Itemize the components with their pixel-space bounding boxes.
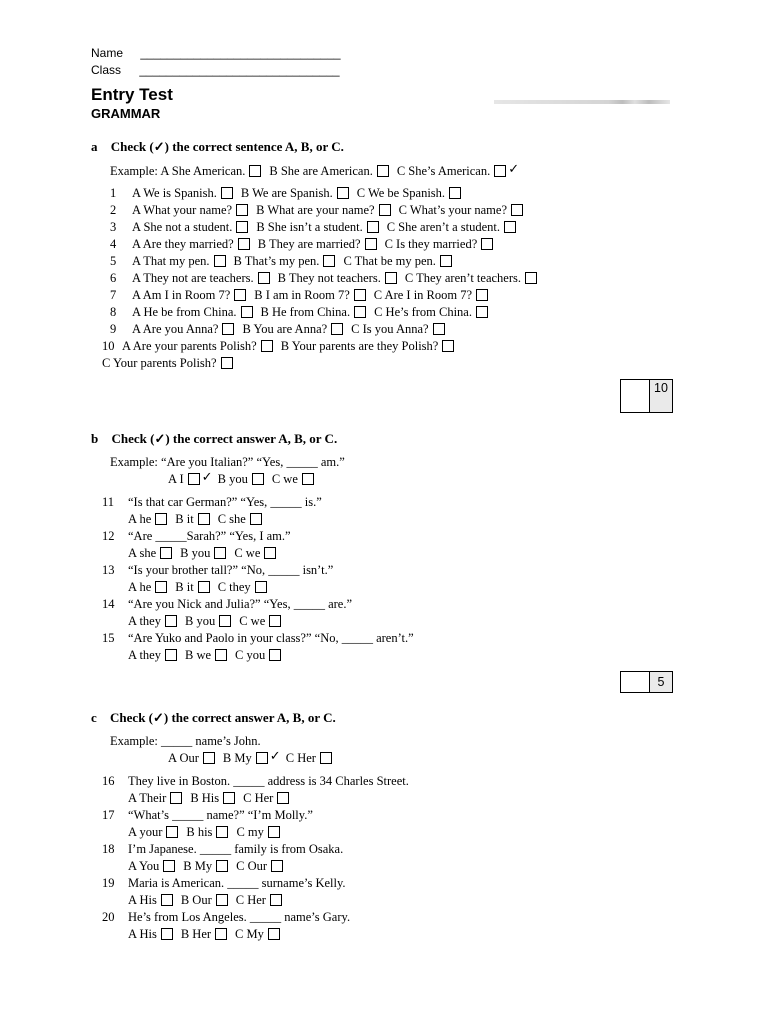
- answer-checkbox[interactable]: [161, 928, 173, 940]
- answer-options: [128, 545, 284, 561]
- answer-checkbox[interactable]: [433, 323, 445, 335]
- option-c: C you: [235, 648, 266, 662]
- example-option: C She’s American.: [396, 164, 491, 178]
- question-row: [102, 875, 346, 891]
- answer-checkbox[interactable]: [271, 860, 283, 872]
- answer-checkbox[interactable]: [365, 238, 377, 250]
- answer-checkbox[interactable]: [219, 615, 231, 627]
- answer-checkbox[interactable]: [215, 649, 227, 661]
- question-number: 13: [102, 563, 115, 577]
- option-c: C we: [234, 546, 261, 560]
- section-a-score-box: [620, 379, 673, 413]
- option-c: C Her: [235, 893, 266, 907]
- question-text: Maria is American. _____ surname’s Kelly.: [128, 876, 346, 890]
- option-b: B it: [175, 512, 194, 526]
- answer-checkbox[interactable]: [277, 792, 289, 804]
- answer-checkbox[interactable]: [222, 323, 234, 335]
- question-number: 7: [110, 288, 117, 302]
- answer-checkbox[interactable]: [255, 581, 267, 593]
- question-row: [110, 270, 545, 286]
- question-text: “Are Yuko and Paolo in your class?” “No, _____ aren’t.”: [128, 631, 414, 645]
- question-row: [110, 202, 531, 218]
- answer-checkbox[interactable]: [331, 323, 343, 335]
- question-row: [110, 321, 453, 337]
- answer-options: [128, 511, 270, 527]
- answer-checkbox[interactable]: [377, 165, 389, 177]
- answer-checkbox[interactable]: [337, 187, 349, 199]
- answer-checkbox[interactable]: [161, 894, 173, 906]
- section-a-heading: [91, 139, 344, 155]
- question-number: 11: [102, 495, 115, 509]
- answer-checkbox[interactable]: [170, 792, 182, 804]
- answer-checkbox[interactable]: [203, 752, 215, 764]
- option-b: B She isn’t a student.: [256, 220, 363, 234]
- question-row: [102, 909, 350, 925]
- option-a: A He be from China.: [132, 305, 237, 319]
- option-c: C What’s your name?: [398, 203, 508, 217]
- answer-checkbox[interactable]: [264, 547, 276, 559]
- option-b: B you: [180, 546, 211, 560]
- option-c: C we: [239, 614, 266, 628]
- option-a: A Are your parents Polish?: [122, 339, 257, 353]
- option-c: C My: [235, 927, 264, 941]
- section-a-items: [102, 163, 710, 378]
- answer-options: [128, 790, 297, 806]
- question-row: [110, 219, 524, 235]
- class-label: Class: [91, 63, 122, 77]
- option-a: A Their: [128, 791, 167, 805]
- question-number: 20: [102, 910, 115, 924]
- answer-checkbox[interactable]: [252, 473, 264, 485]
- option-a: A Are you Anna?: [132, 322, 219, 336]
- answer-checkbox[interactable]: [511, 204, 523, 216]
- option-c: C She aren’t a student.: [386, 220, 501, 234]
- answer-checkbox[interactable]: [165, 649, 177, 661]
- option-c: C Her: [243, 791, 274, 805]
- option-b: B Our: [180, 893, 212, 907]
- answer-checkbox[interactable]: [367, 221, 379, 233]
- answer-checkbox[interactable]: [261, 340, 273, 352]
- option-a: A Are they married?: [132, 237, 234, 251]
- question-row: [102, 596, 352, 612]
- option-b: B You are Anna?: [242, 322, 328, 336]
- option-b: B you: [184, 614, 216, 628]
- question-text: “Are you Nick and Julia?” “Yes, _____ are.”: [128, 597, 353, 611]
- option-a: A They not are teachers.: [132, 271, 254, 285]
- section-a-letter: a: [91, 139, 98, 154]
- option-a: A he: [128, 580, 152, 594]
- option-c: C We be Spanish.: [356, 186, 446, 200]
- answer-checkbox[interactable]: [442, 340, 454, 352]
- name-field[interactable]: [91, 46, 341, 60]
- question-number: 10: [102, 339, 115, 353]
- section-c-heading: [91, 710, 336, 726]
- question-row: [102, 494, 322, 510]
- option-a: A Am I in Room 7?: [132, 288, 231, 302]
- option-c: C she: [217, 512, 246, 526]
- question-number: 9: [110, 322, 117, 336]
- question-number: 15: [102, 631, 115, 645]
- answer-checkbox[interactable]: [166, 826, 178, 838]
- answer-checkbox[interactable]: [449, 187, 461, 199]
- example-option: B She are American.: [269, 164, 373, 178]
- score-entry[interactable]: [621, 672, 650, 692]
- answer-checkbox[interactable]: [214, 547, 226, 559]
- example-question: [110, 454, 345, 470]
- option-b: B What are your name?: [256, 203, 375, 217]
- option-c: C Is they married?: [384, 237, 478, 251]
- answer-options: [128, 579, 275, 595]
- answer-checkbox[interactable]: [165, 615, 177, 627]
- example-option: A I: [168, 472, 184, 486]
- answer-checkbox[interactable]: [323, 255, 335, 267]
- question-row: [102, 773, 409, 789]
- option-c: C they: [217, 580, 251, 594]
- question-row: [110, 236, 501, 252]
- question-number: 12: [102, 529, 115, 543]
- answer-checkbox[interactable]: [236, 221, 248, 233]
- answer-checkbox[interactable]: [216, 826, 228, 838]
- answer-checkbox[interactable]: [221, 357, 233, 369]
- answer-checkbox[interactable]: [221, 187, 233, 199]
- section-c-instruction: Check (✓) the correct answer A, B, or C.: [110, 710, 336, 725]
- section-b-instruction: Check (✓) the correct answer A, B, or C.: [111, 431, 338, 446]
- section-c-items: [102, 733, 710, 948]
- example-option: Example: A She American.: [110, 164, 246, 178]
- question-row: [110, 304, 496, 320]
- answer-checkbox[interactable]: [223, 792, 235, 804]
- option-b: B They are married?: [257, 237, 361, 251]
- question-text: “Are _____Sarah?” “Yes, I am.”: [128, 529, 291, 543]
- score-total: 5: [650, 672, 672, 692]
- answer-checkbox[interactable]: [270, 894, 282, 906]
- score-total: 10: [650, 380, 672, 412]
- example-text: Example: “Are you Italian?” “Yes, _____ am.”: [110, 455, 345, 469]
- answer-checkbox[interactable]: [354, 289, 366, 301]
- answer-checkbox[interactable]: [268, 826, 280, 838]
- question-text: “Is your brother tall?” “No, _____ isn’t.”: [128, 563, 334, 577]
- answer-checkbox[interactable]: [214, 255, 226, 267]
- option-b: B His: [190, 791, 220, 805]
- answer-options: [128, 613, 289, 629]
- question-row-continued: [102, 355, 241, 371]
- example-option: C we: [271, 472, 298, 486]
- question-row: [102, 807, 313, 823]
- answer-checkbox[interactable]: [354, 306, 366, 318]
- option-b: B They not teachers.: [277, 271, 381, 285]
- answer-checkbox[interactable]: [268, 928, 280, 940]
- answer-checkbox[interactable]: [234, 289, 246, 301]
- section-a-instruction: Check (✓) the correct sentence A, B, or C.: [110, 139, 344, 154]
- answer-checkbox[interactable]: [494, 165, 506, 177]
- answer-checkbox[interactable]: [198, 513, 210, 525]
- option-a: A His: [128, 927, 157, 941]
- answer-checkbox[interactable]: [241, 306, 253, 318]
- answer-options: [128, 892, 290, 908]
- class-field[interactable]: [91, 63, 340, 77]
- answer-checkbox[interactable]: [525, 272, 537, 284]
- option-c: C Are I in Room 7?: [373, 288, 473, 302]
- answer-checkbox[interactable]: [476, 306, 488, 318]
- answer-checkbox[interactable]: [250, 513, 262, 525]
- name-label: Name: [91, 46, 124, 60]
- question-text: “What’s _____ name?” “I’m Molly.”: [128, 808, 313, 822]
- answer-checkbox[interactable]: [198, 581, 210, 593]
- question-number: 1: [110, 186, 117, 200]
- option-b: B That’s my pen.: [233, 254, 320, 268]
- answer-options: [128, 926, 288, 942]
- option-b: B we: [184, 648, 212, 662]
- option-c: C Your parents Polish?: [102, 356, 217, 370]
- option-b: B Your parents are they Polish?: [280, 339, 439, 353]
- answer-options: [128, 647, 289, 663]
- answer-checkbox[interactable]: [269, 649, 281, 661]
- option-c: C That be my pen.: [343, 254, 436, 268]
- answer-checkbox[interactable]: [476, 289, 488, 301]
- answer-checkbox[interactable]: [155, 581, 167, 593]
- option-b: B We are Spanish.: [240, 186, 333, 200]
- answer-checkbox[interactable]: [249, 165, 261, 177]
- example-option: A Our: [168, 751, 199, 765]
- answer-checkbox[interactable]: [385, 272, 397, 284]
- answer-options: [128, 858, 291, 874]
- question-number: 8: [110, 305, 117, 319]
- question-number: 3: [110, 220, 117, 234]
- answer-checkbox[interactable]: [163, 860, 175, 872]
- option-b: B My: [183, 859, 213, 873]
- question-number: 18: [102, 842, 115, 856]
- question-row: [110, 287, 496, 303]
- answer-options: [128, 824, 288, 840]
- section-b-letter: b: [91, 431, 99, 446]
- score-entry[interactable]: [621, 380, 650, 412]
- answer-checkbox[interactable]: [216, 860, 228, 872]
- answer-checkbox[interactable]: [256, 752, 268, 764]
- question-number: 17: [102, 808, 115, 822]
- question-number: 2: [110, 203, 117, 217]
- answer-checkbox[interactable]: [481, 238, 493, 250]
- question-number: 4: [110, 237, 117, 251]
- section-b-score-box: [620, 671, 673, 693]
- option-b: B I am in Room 7?: [254, 288, 350, 302]
- header-decorative-bar: [494, 100, 670, 104]
- question-text: They live in Boston. _____ address is 34 Charles Street.: [128, 774, 409, 788]
- option-a: A he: [128, 512, 152, 526]
- example-option: B you: [217, 472, 248, 486]
- option-a: A She not a student.: [132, 220, 233, 234]
- option-c: C my: [236, 825, 264, 839]
- answer-checkbox[interactable]: [269, 615, 281, 627]
- question-row: [110, 253, 460, 269]
- option-a: A they: [128, 614, 161, 628]
- section-b-items: [102, 454, 710, 664]
- option-a: A You: [128, 859, 160, 873]
- example-text: Example: _____ name’s John.: [110, 734, 261, 748]
- example-option: C Her: [285, 751, 316, 765]
- question-row: [102, 528, 291, 544]
- option-a: A His: [128, 893, 157, 907]
- question-row: [102, 630, 414, 646]
- question-number: 6: [110, 271, 117, 285]
- question-number: 5: [110, 254, 117, 268]
- option-c: C He’s from China.: [374, 305, 472, 319]
- question-row: [102, 562, 333, 578]
- answer-checkbox[interactable]: [188, 473, 200, 485]
- answer-checkbox[interactable]: [258, 272, 270, 284]
- example-options: [168, 750, 340, 766]
- option-c: C They aren’t teachers.: [404, 271, 521, 285]
- question-number: 16: [102, 774, 115, 788]
- class-blank[interactable]: ______________________________: [139, 63, 340, 77]
- question-row: [110, 185, 469, 201]
- option-a: A your: [128, 825, 163, 839]
- answer-checkbox[interactable]: [160, 547, 172, 559]
- option-c: C Our: [236, 859, 268, 873]
- question-text: He’s from Los Angeles. _____ name’s Gary.: [128, 910, 351, 924]
- question-number: 19: [102, 876, 115, 890]
- name-blank[interactable]: ______________________________: [140, 46, 341, 60]
- option-a: A What your name?: [132, 203, 233, 217]
- option-a: A We is Spanish.: [132, 186, 217, 200]
- option-b: B He from China.: [260, 305, 351, 319]
- option-b: B it: [175, 580, 194, 594]
- page-title: Entry Test: [91, 85, 173, 104]
- question-number: 14: [102, 597, 115, 611]
- answer-checkbox[interactable]: [236, 204, 248, 216]
- page-subtitle: GRAMMAR: [91, 106, 161, 121]
- section-c-letter: c: [91, 710, 97, 725]
- answer-checkbox[interactable]: [320, 752, 332, 764]
- answer-checkbox[interactable]: [215, 928, 227, 940]
- option-b: B Her: [180, 927, 212, 941]
- option-a: A she: [128, 546, 157, 560]
- answer-checkbox[interactable]: [155, 513, 167, 525]
- option-a: A they: [128, 648, 161, 662]
- option-c: C Is you Anna?: [351, 322, 429, 336]
- section-a-example: [110, 163, 524, 179]
- example-options: [168, 471, 322, 487]
- question-text: “Is that car German?” “Yes, _____ is.”: [128, 495, 322, 509]
- option-a: A That my pen.: [132, 254, 210, 268]
- example-option: B My: [222, 751, 252, 765]
- answer-checkbox[interactable]: [504, 221, 516, 233]
- answer-checkbox[interactable]: [302, 473, 314, 485]
- question-row: [102, 841, 343, 857]
- answer-checkbox[interactable]: [379, 204, 391, 216]
- example-question: [110, 733, 261, 749]
- answer-checkbox[interactable]: [440, 255, 452, 267]
- answer-checkbox[interactable]: [216, 894, 228, 906]
- section-b-heading: [91, 431, 337, 447]
- option-b: B his: [186, 825, 213, 839]
- question-text: I’m Japanese. _____ family is from Osaka.: [128, 842, 344, 856]
- answer-checkbox[interactable]: [238, 238, 250, 250]
- question-row: [102, 338, 462, 354]
